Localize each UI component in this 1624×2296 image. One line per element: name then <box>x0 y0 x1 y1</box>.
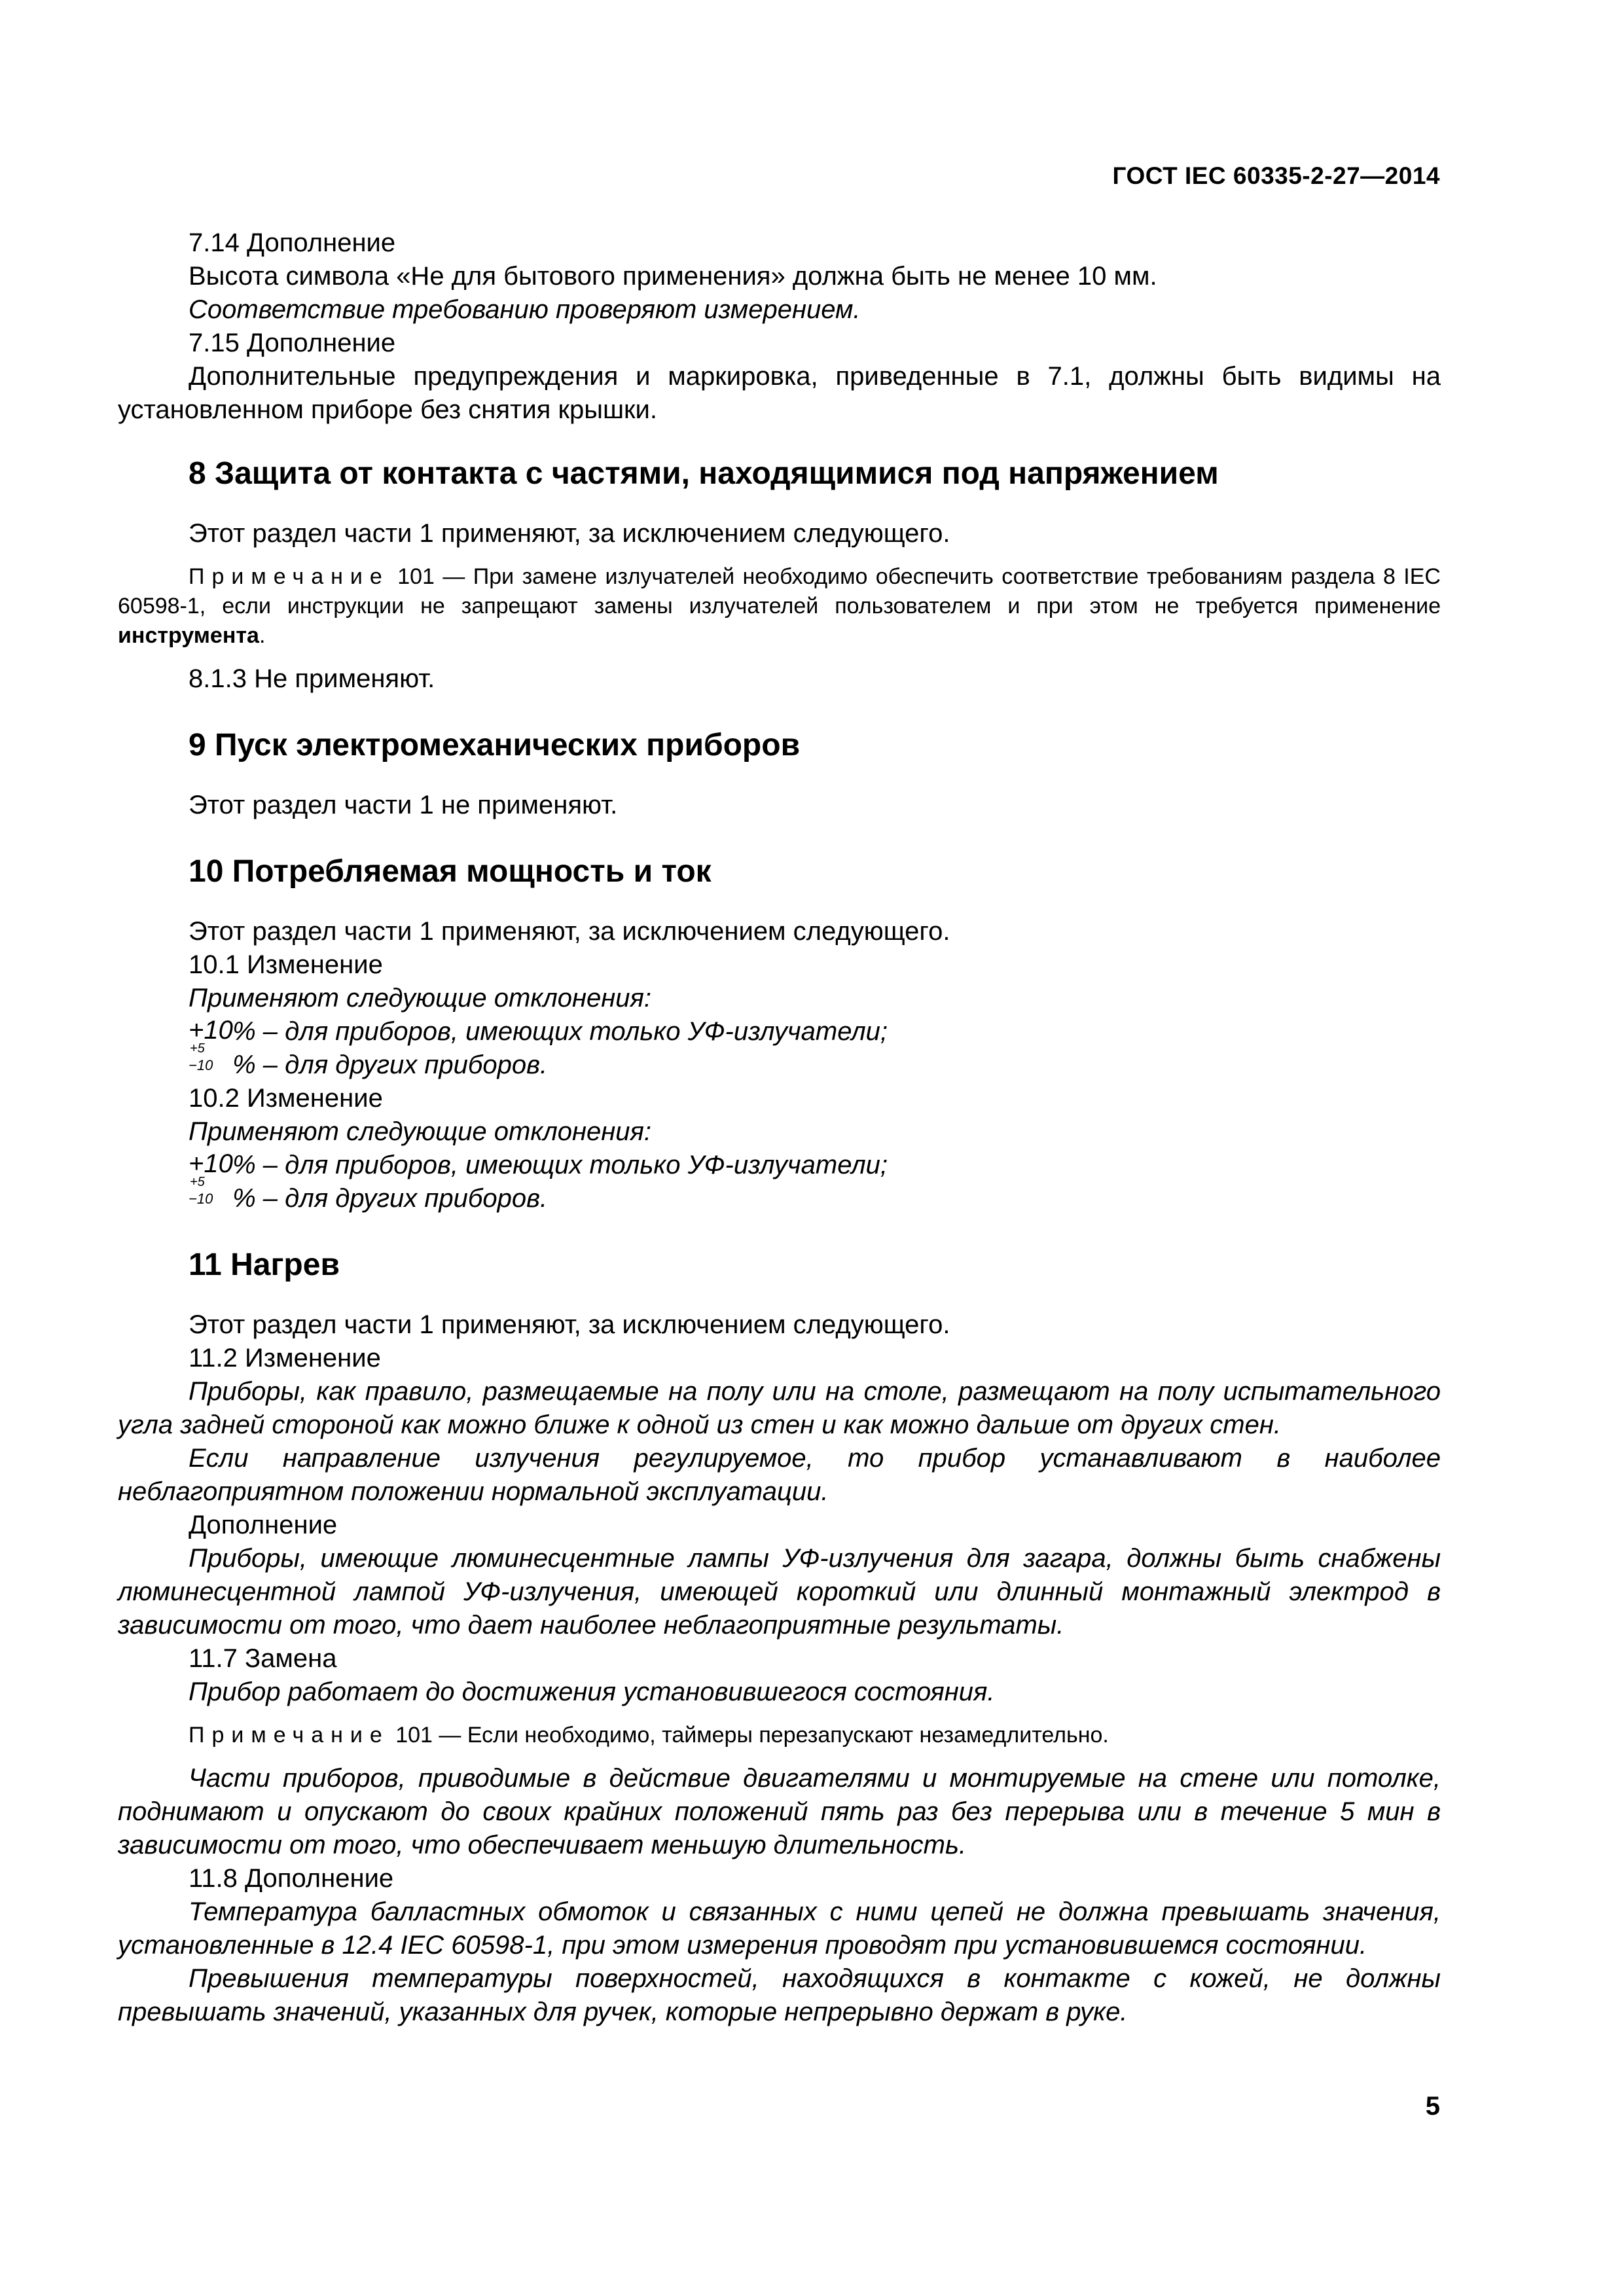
note-text: 101 — При замене излучателей необходимо обеспечить соответствие требованиям раздела 8 IEC 60598-1, если инструкции не запрещают замены излучателей пользователем и при этом не требуется применение <box>118 564 1441 619</box>
clause-7-14: 7.14 Дополнение <box>189 228 396 257</box>
deviation-line <box>118 1015 1441 1056</box>
paragraph: Этот раздел части 1 не применяют. <box>189 791 618 819</box>
paragraph-italic: Применяют следующие отклонения: <box>189 984 652 1013</box>
deviation-line <box>118 1182 1441 1215</box>
page-content <box>118 226 1441 2029</box>
section-11-title: 11 Нагрев <box>189 1247 340 1282</box>
clause-11-7: 11.7 Замена <box>189 1644 337 1673</box>
note-101-section-11 <box>118 1721 1441 1750</box>
paragraph-italic: Соответствие требованию проверяют измерением. <box>189 295 861 324</box>
deviation-text: % – для других приборов. <box>225 1184 548 1213</box>
deviation-line <box>118 1049 1441 1082</box>
paragraph: Этот раздел части 1 применяют, за исключением следующего. <box>189 519 950 548</box>
paragraph-italic: Прибор работает до достижения установившегося состояния. <box>189 1677 995 1706</box>
clause-8-1-3: 8.1.3 Не применяют. <box>189 664 435 693</box>
tolerance-lower: +5 <box>190 1041 205 1056</box>
paragraph-italic: Если направление излучения регулируемое, то прибор устанавливают в наиболее неблагоприятном положении нормальной эксплуатации. <box>118 1444 1441 1506</box>
deviation-line <box>118 1149 1441 1189</box>
deviation-text: % – для приборов, имеющих только УФ-излучатели; <box>225 1151 888 1179</box>
tolerance-lower: −10 <box>189 1057 213 1073</box>
deviation-text: % – для других приборов. <box>225 1050 548 1079</box>
paragraph-italic: Применяют следующие отклонения: <box>189 1117 652 1146</box>
paragraph-italic: Части приборов, приводимые в действие двигателями и монтируемые на стене или потолке, поднимают и опускают до своих крайних положений пять раз без перерыва или в течение 5 мин в зависимости от того, что обеспечивает меньшую длительность. <box>118 1764 1441 1859</box>
paragraph-italic: Превышения температуры поверхностей, находящихся в контакте с кожей, не должны превышать значений, указанных для ручек, которые непрерывно держат в руке. <box>118 1964 1441 2026</box>
clause-10-1: 10.1 Изменение <box>189 950 383 979</box>
paragraph-italic: Приборы, имеющие люминесцентные лампы УФ-излучения для загара, должны быть снабжены люминесцентной лампой УФ-излучения, имеющей короткий или длинный монтажный электрод в зависимости от того, что дает наиболее неблагоприятные результаты. <box>118 1544 1441 1640</box>
tolerance-lower: −10 <box>189 1191 213 1207</box>
tolerance-upper: +10 <box>189 1016 233 1045</box>
note-label: Примечание <box>189 564 389 589</box>
clause-10-2: 10.2 Изменение <box>189 1084 383 1113</box>
note-bold-term: инструмента <box>118 623 259 648</box>
tolerance-upper: +10 <box>189 1149 233 1178</box>
addition-label: Дополнение <box>189 1511 338 1539</box>
section-9-title: 9 Пуск электромеханических приборов <box>189 728 801 762</box>
note-101-section-8 <box>118 562 1441 651</box>
note-label: Примечание <box>189 1723 389 1748</box>
paragraph-italic: Температура балластных обмоток и связанных с ними цепей не должна превышать значения, установленные в 12.4 IEC 60598-1, при этом измерения проводят при установившемся состоянии. <box>118 1897 1441 1960</box>
paragraph: Высота символа «Не для бытового применения» должна быть не менее 10 мм. <box>189 262 1157 291</box>
clause-11-2: 11.2 Изменение <box>189 1344 381 1372</box>
section-8-title: 8 Защита от контакта с частями, находящимися под напряжением <box>189 456 1219 491</box>
note-text: 101 — Если необходимо, таймеры перезапускают незамедлительно. <box>389 1723 1109 1748</box>
paragraph: Дополнительные предупреждения и маркировка, приведенные в 7.1, должны быть видимы на установленном приборе без снятия крышки. <box>118 362 1441 424</box>
paragraph: Этот раздел части 1 применяют, за исключением следующего. <box>189 1310 950 1339</box>
paragraph-italic: Приборы, как правило, размещаемые на полу или на столе, размещают на полу испытательного угла задней стороной как можно ближе к одной из стен и как можно дальше от других стен. <box>118 1377 1441 1439</box>
deviation-text: % – для приборов, имеющих только УФ-излучатели; <box>225 1017 888 1046</box>
paragraph: Этот раздел части 1 применяют, за исключением следующего. <box>189 917 950 946</box>
page-number: 5 <box>1425 2092 1440 2121</box>
standard-code-header: ГОСТ IEC 60335-2-27—2014 <box>1112 162 1440 189</box>
clause-7-15: 7.15 Дополнение <box>189 329 396 357</box>
section-10-title: 10 Потребляемая мощность и ток <box>189 854 712 889</box>
note-end: . <box>259 623 266 648</box>
clause-11-8: 11.8 Дополнение <box>189 1864 394 1893</box>
tolerance-lower: +5 <box>190 1175 205 1189</box>
